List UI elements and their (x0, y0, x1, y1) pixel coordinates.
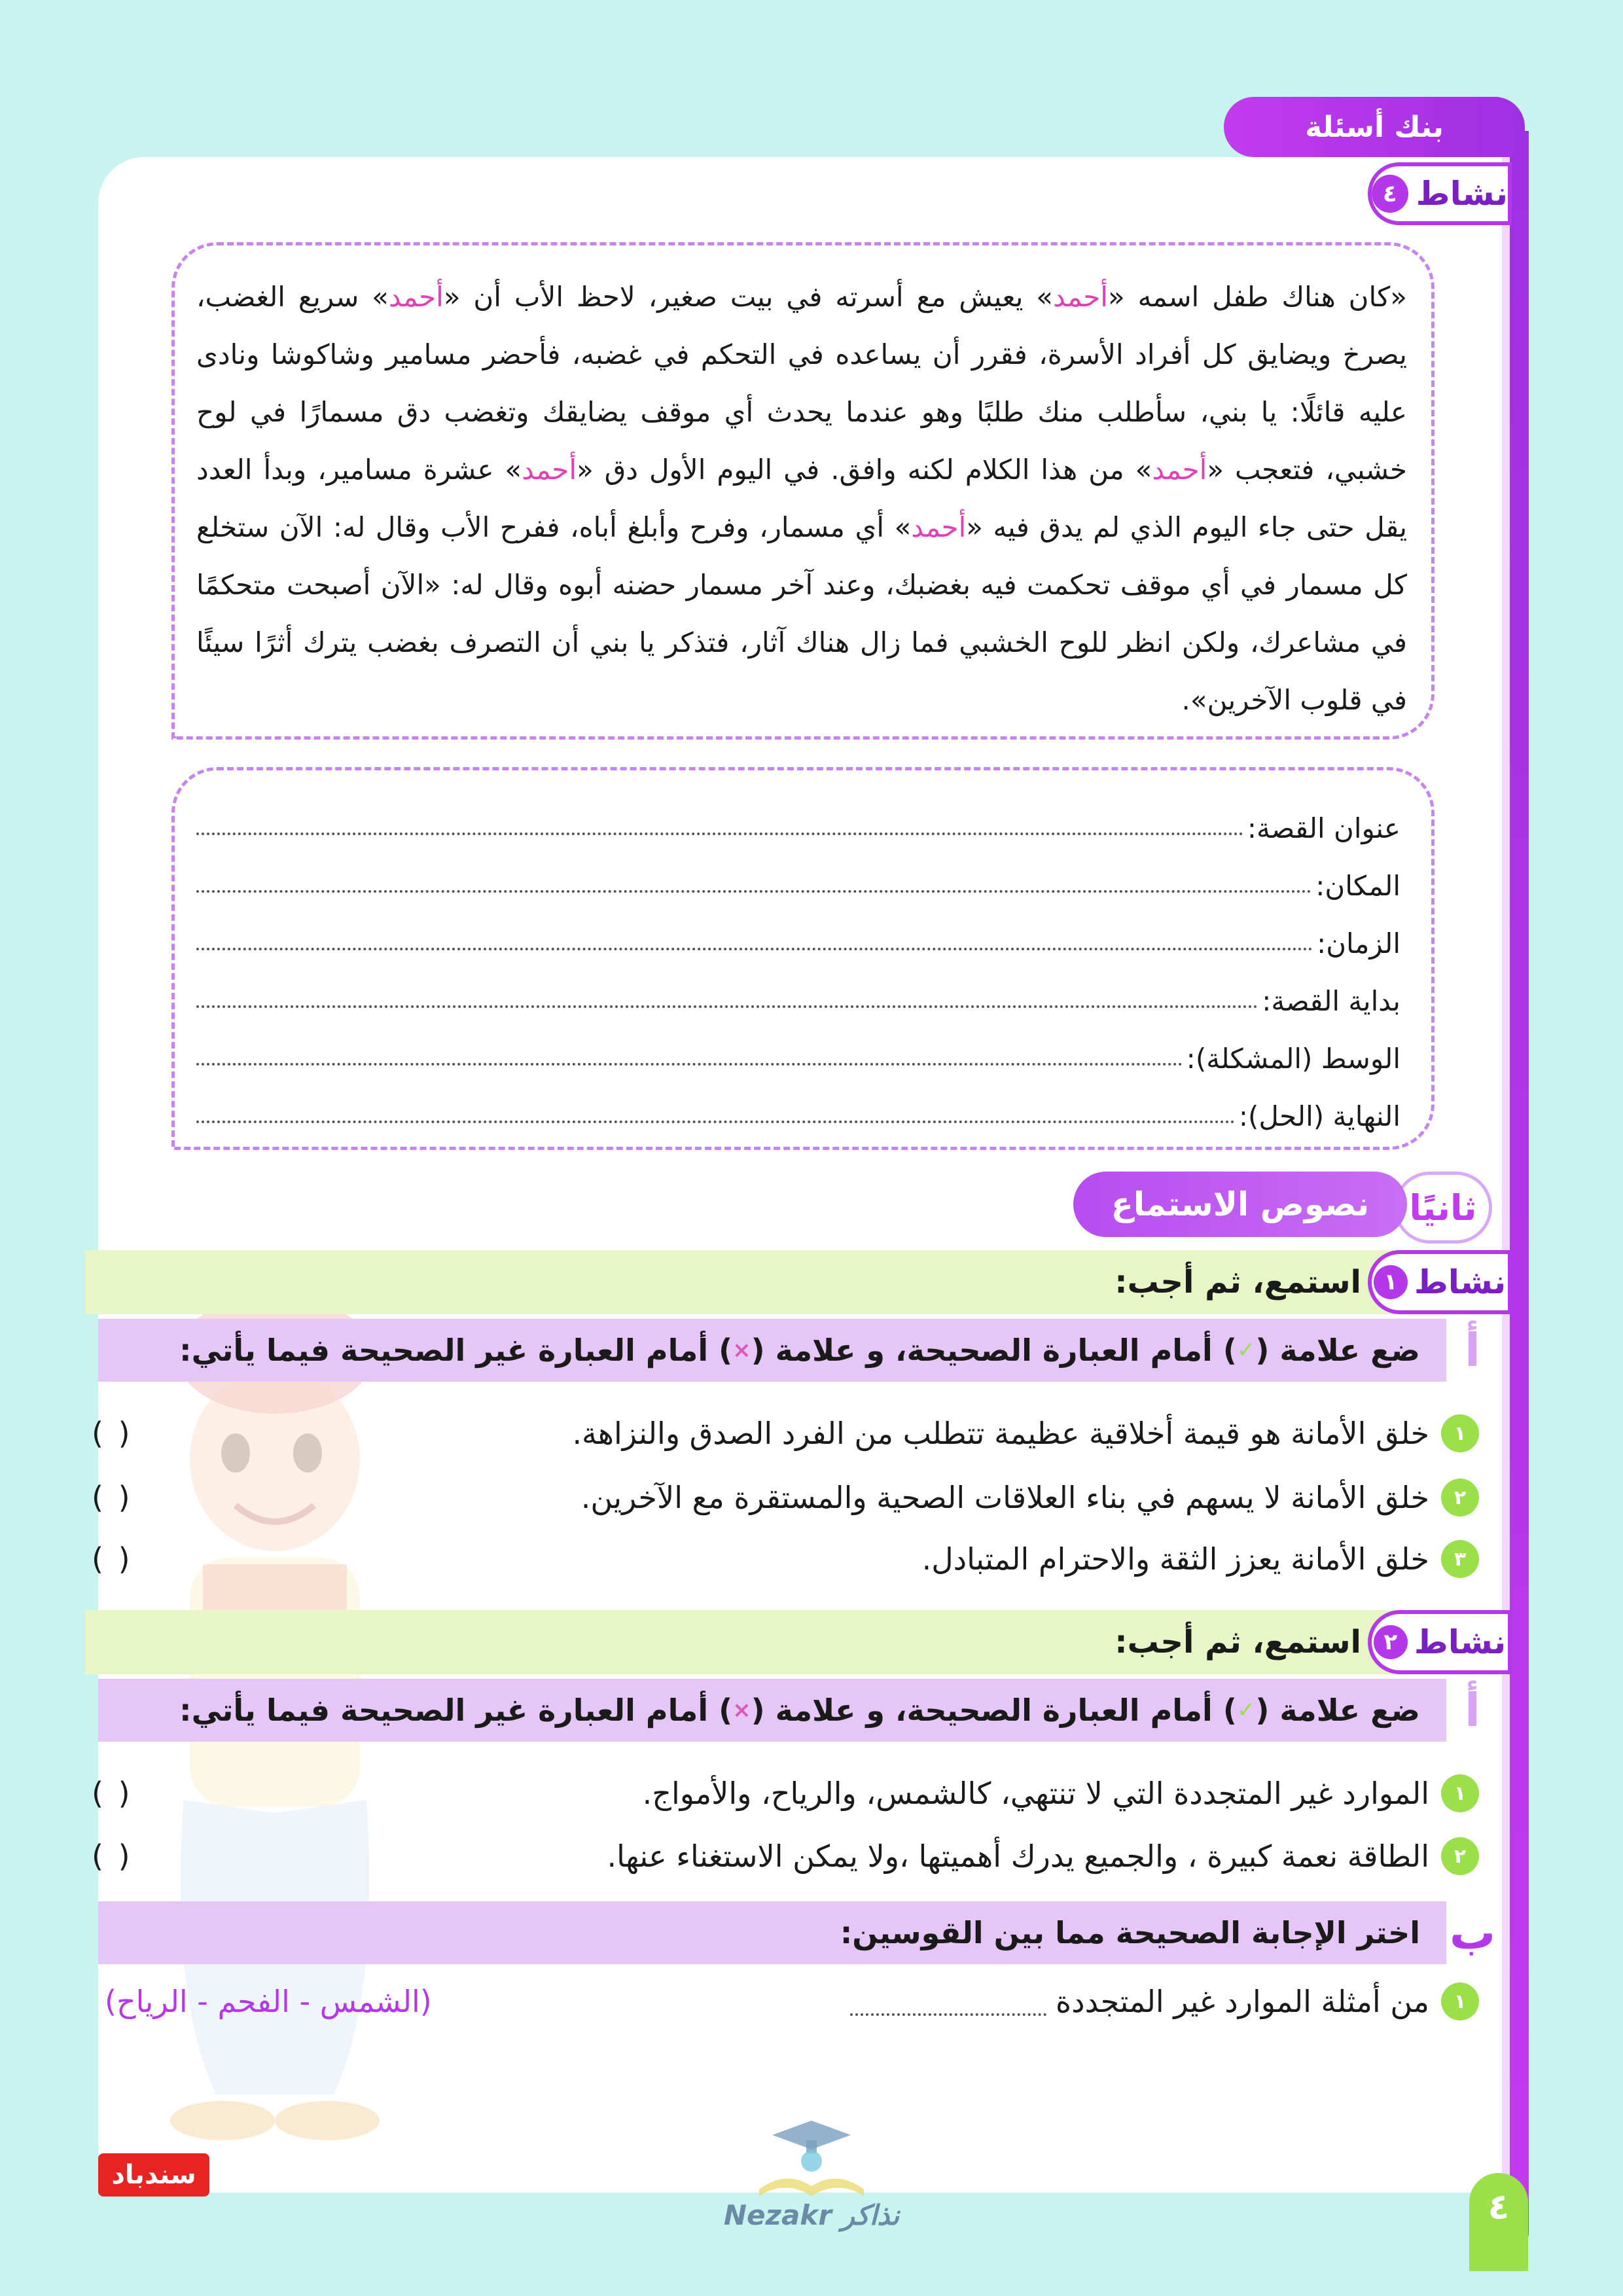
activity-1-bar (85, 1250, 1505, 1314)
activity-2-badge: نشاط ٢ (1368, 1610, 1512, 1674)
story-part: » عشرة مسامير، وبدأ العدد يقل حتى جاء اليوم الذي لم يدق فيه « (196, 454, 1408, 543)
page-spine-inner (1502, 157, 1510, 2219)
nezakr-logo: Nezakr نذاكر (720, 2114, 903, 2245)
cross-icon: × (732, 1337, 751, 1363)
section-2-badge: ثانيًا (1394, 1172, 1492, 1244)
story-part: » من هذا الكلام لكنه وافق. في اليوم الأول دق « (577, 454, 1152, 486)
story-part: » أي مسمار، وفرح وأبلغ أباه، ففرح الأب وقال له: الآن ستخلع كل مسمار في أي موقف تحكمت فيه بغضبك، وعند آخر مسمار حضنه أبوه وقال له: «الآن أصبحت متحكمًا في مشاعرك، ولكن انظر للوح الخشبي فما زال هناك آثار، فتذكر يا بني أن التصرف بغضب يترك أثرًا سيئًا في قلوب الآخرين». (196, 511, 1407, 716)
story-part: «كان هناك طفل اسمه « (1107, 281, 1407, 313)
story-part: » سريع الغضب، يصرخ ويضايق كل أفراد الأسرة، فقرر أن يساعده في التحكم في غضبه، فأحضر مسامير وشاكوشا ونادى عليه قائلًا: يا بني، سأطلب منك طلبًا وهو عندما يحدث أي موقف يضايقك وتغضب دق مسمارًا في لوح خشبي، فتعجب « (196, 281, 1407, 486)
field-middle[interactable]: الوسط (المشكلة): (196, 1022, 1400, 1075)
activity-4-label: نشاط (1416, 175, 1508, 213)
answer-slot[interactable]: ( ) (92, 1480, 133, 1515)
activity-1-part-a-letter: أ (1465, 1323, 1480, 1377)
activity-4-header (1368, 162, 1512, 225)
answer-slot[interactable]: ( ) (92, 1839, 133, 1874)
activity-2-instruction: استمع، ثم أجب: (1115, 1624, 1361, 1660)
story-name: أحمد (1152, 454, 1207, 486)
cross-icon: × (732, 1697, 751, 1723)
activity-2-part-a-instruction: ضع علامة ( ✓ ) أمام العبارة الصحيحة، و علامة ( × ) أمام العبارة غير الصحيحة فيما يأتي: (98, 1679, 1446, 1742)
story-name: أحمد (1053, 281, 1108, 313)
section-2-title: نصوص الاستماع (1073, 1172, 1407, 1237)
check-icon: ✓ (1236, 1697, 1256, 1723)
story-name: أحمد (911, 511, 967, 543)
field-time[interactable]: الزمان: (196, 907, 1400, 960)
check-icon: ✓ (1236, 1337, 1256, 1363)
brand-badge: سندباد (98, 2153, 209, 2197)
answer-slot[interactable]: ( ) (92, 1776, 133, 1811)
activity-1-badge: نشاط ١ (1368, 1250, 1512, 1314)
story-name: أحمد (388, 281, 444, 313)
activity-1-question-3: ٣ خلق الأمانة يعزز الثقة والاحترام المتبادل. ( ) (92, 1533, 1479, 1585)
field-ending[interactable]: النهاية (الحل): (196, 1080, 1400, 1132)
answer-dots[interactable] (850, 2013, 1046, 2016)
activity-1-part-a-instruction: ضع علامة ( ✓ ) أمام العبارة الصحيحة، و علامة ( × ) أمام العبارة غير الصحيحة فيما يأتي: (98, 1319, 1446, 1382)
book-cap-icon (746, 2114, 877, 2199)
field-title[interactable]: عنوان القصة: (196, 792, 1400, 844)
field-beginning[interactable]: بداية القصة: (196, 965, 1400, 1017)
activity-4-number: ٤ (1372, 175, 1408, 213)
page-number: ٤ (1469, 2173, 1528, 2271)
answer-slot[interactable]: ( ) (92, 1416, 133, 1451)
activity-2-question-2: ٢ الطاقة نعمة كبيرة ، والجميع يدرك أهميتها ،ولا يمكن الاستغناء عنها. ( ) (92, 1830, 1479, 1882)
activity-2-part-b-instruction: اختر الإجابة الصحيحة مما بين القوسين: (98, 1901, 1446, 1964)
story-part: » يعيش مع أسرته في بيت صغير، لاحظ الأب أن « (443, 281, 1053, 313)
answer-options: (الشمس - الفحم - الرياح) (105, 1984, 432, 2019)
activity-1-instruction: استمع، ثم أجب: (1115, 1264, 1361, 1300)
activity-2-bar (85, 1610, 1505, 1674)
activity-1-question-2: ٢ خلق الأمانة لا يسهم في بناء العلاقات الصحية والمستقرة مع الآخرين. ( ) (92, 1471, 1479, 1524)
activity-2-part-b-letter: ب (1449, 1906, 1496, 1960)
story-text (196, 268, 1407, 729)
answer-slot[interactable]: ( ) (92, 1541, 133, 1577)
activity-2-question-1: ١ الموارد غير المتجددة التي لا تنتهي، كالشمس، والرياح، والأمواج. ( ) (92, 1767, 1479, 1820)
activity-2-part-a-letter: أ (1465, 1683, 1480, 1737)
field-place[interactable]: المكان: (196, 850, 1400, 902)
activity-2-part-b-question-1: ١ من أمثلة الموارد غير المتجددة (الشمس - الفحم - الرياح) (92, 1975, 1479, 2028)
story-name: أحمد (522, 454, 577, 486)
activity-1-question-1: ١ خلق الأمانة هو قيمة أخلاقية عظيمة تتطلب من الفرد الصدق والنزاهة. ( ) (92, 1407, 1479, 1460)
header-tab: بنك أسئلة (1224, 97, 1525, 157)
